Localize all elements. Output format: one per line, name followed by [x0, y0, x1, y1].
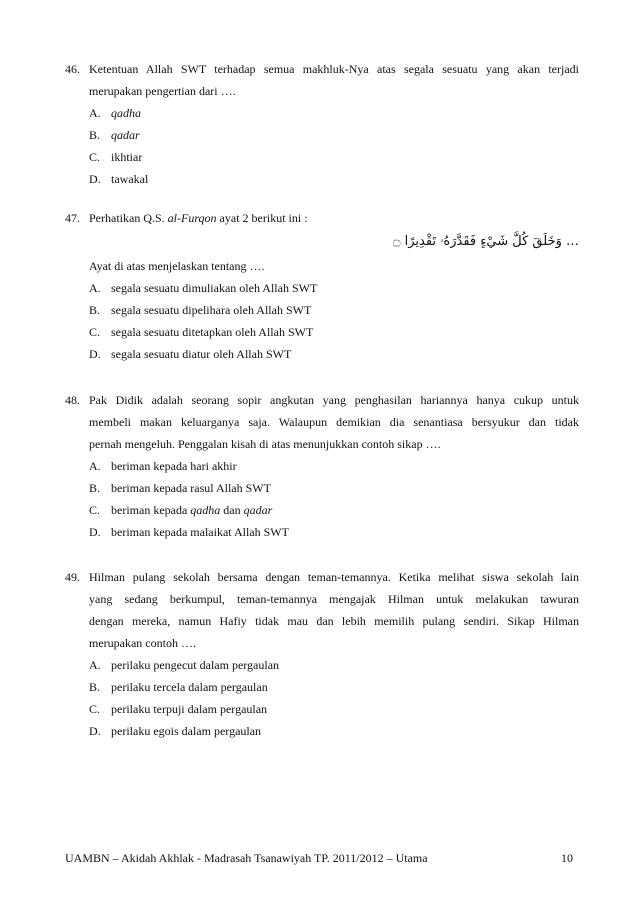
question-text: ayat 2 berikut ini : [216, 211, 308, 225]
option-d [89, 521, 579, 543]
option-letter: B. [89, 680, 101, 694]
question-line [65, 588, 579, 610]
option-c [89, 698, 579, 720]
option-text: beriman kepada malaikat Allah SWT [111, 525, 289, 539]
option-text-part: beriman kepada [111, 503, 191, 517]
option-text-part: dan [220, 503, 244, 517]
option-text-italic: qadha [190, 503, 221, 517]
question-line [65, 58, 579, 80]
question-line [65, 80, 579, 102]
option-c [89, 321, 579, 343]
question-line [65, 632, 579, 654]
question-48 [65, 389, 579, 543]
option-text: segala sesuatu ditetapkan oleh Allah SWT [111, 325, 314, 339]
option-text: tawakal [111, 172, 149, 186]
option-letter: D. [89, 525, 101, 539]
option-text: beriman kepada hari akhir [111, 459, 237, 473]
option-text: perilaku egois dalam pergaulan [111, 724, 262, 738]
option-c [89, 146, 579, 168]
option-text: segala sesuatu dimuliakan oleh Allah SWT [111, 281, 318, 295]
option-letter: A. [89, 658, 101, 672]
option-text: perilaku tercela dalam pergaulan [111, 680, 268, 694]
option-d [89, 720, 579, 742]
option-letter: B. [89, 481, 101, 495]
option-letter: C. [89, 325, 101, 339]
option-letter: C. [89, 150, 101, 164]
option-text: perilaku terpuji dalam pergaulan [111, 702, 268, 716]
footer-text: UAMBN – Akidah Akhlak - Madrasah Tsanawiyah TP. 2011/2012 – Utama [65, 851, 428, 865]
surah-name: al-Furqon [167, 211, 217, 225]
question-49 [65, 566, 579, 742]
option-text [111, 503, 272, 517]
question-text: yang sedang berkumpul, teman-temannya mengajak Hilman untuk melakukan tawuran [89, 592, 579, 606]
question-text: dengan mereka, namun Hafiy tidak mau dan lebih memilih pulang sendiri. Sikap Hilman [89, 614, 579, 628]
option-d [89, 343, 579, 365]
option-letter: D. [89, 724, 101, 738]
option-b [89, 676, 579, 698]
option-b [89, 299, 579, 321]
option-letter: B. [89, 303, 101, 317]
question-line [65, 255, 579, 277]
question-number: 46. [65, 62, 80, 76]
option-text: beriman kepada rasul Allah SWT [111, 481, 271, 495]
option-text: qadar [111, 128, 140, 142]
question-text: pernah mengeluh. Penggalan kisah di atas menunjukkan contoh sikap …. [89, 437, 441, 451]
option-b [89, 477, 579, 499]
option-a [89, 654, 579, 676]
option-text: ikhtiar [111, 150, 143, 164]
option-letter: A. [89, 281, 101, 295]
option-letter: D. [89, 347, 101, 361]
question-text: Hilman pulang sekolah bersama dengan teman-temannya. Ketika melihat siswa sekolah lain [89, 570, 579, 584]
option-text: segala sesuatu dipelihara oleh Allah SWT [111, 303, 312, 317]
option-text: qadha [111, 106, 141, 120]
question-text: membeli makan keluarganya saja. Walaupun demikian dia senantiasa bersyukur dan tidak [89, 415, 579, 429]
option-letter: A. [89, 459, 101, 473]
option-text-italic: qadar [243, 503, 273, 517]
question-line [65, 433, 579, 455]
option-letter: C. [89, 702, 101, 716]
question-line [65, 389, 579, 411]
question-text: merupakan pengertian dari …. [89, 84, 236, 98]
option-letter: D. [89, 172, 101, 186]
question-47 [65, 207, 579, 365]
arabic-verse-text: … وَخَلَقَ كُلَّ شَيْءٍ فَقَدَّرَهُۥ تَقْدِيرًا ۝ [392, 234, 579, 249]
option-c [89, 499, 579, 521]
question-text: Perhatikan Q.S. [89, 211, 168, 225]
option-a [89, 277, 579, 299]
question-46 [65, 58, 579, 190]
option-letter: C. [89, 503, 101, 517]
option-d [89, 168, 579, 190]
option-b [89, 124, 579, 146]
question-number: 49. [65, 570, 80, 584]
question-line [65, 207, 579, 229]
question-number: 48. [65, 393, 80, 407]
page-number: 10 [561, 851, 573, 865]
option-a [89, 102, 579, 124]
question-line [65, 411, 579, 433]
option-letter: B. [89, 128, 101, 142]
option-letter: A. [89, 106, 101, 120]
question-text: Ketentuan Allah SWT terhadap semua makhluk-Nya atas segala sesuatu yang akan terjadi [89, 62, 579, 76]
arabic-verse [89, 229, 579, 255]
page-footer [65, 848, 579, 868]
option-text: segala sesuatu diatur oleh Allah SWT [111, 347, 292, 361]
question-text: Ayat di atas menjelaskan tentang …. [89, 259, 265, 273]
question-text: merupakan contoh …. [89, 636, 196, 650]
option-a [89, 455, 579, 477]
question-text: Pak Didik adalah seorang sopir angkutan yang penghasilan hariannya hanya cukup untuk [89, 393, 579, 407]
question-line [65, 566, 579, 588]
question-line [65, 610, 579, 632]
question-number: 47. [65, 211, 80, 225]
option-text: perilaku pengecut dalam pergaulan [111, 658, 280, 672]
